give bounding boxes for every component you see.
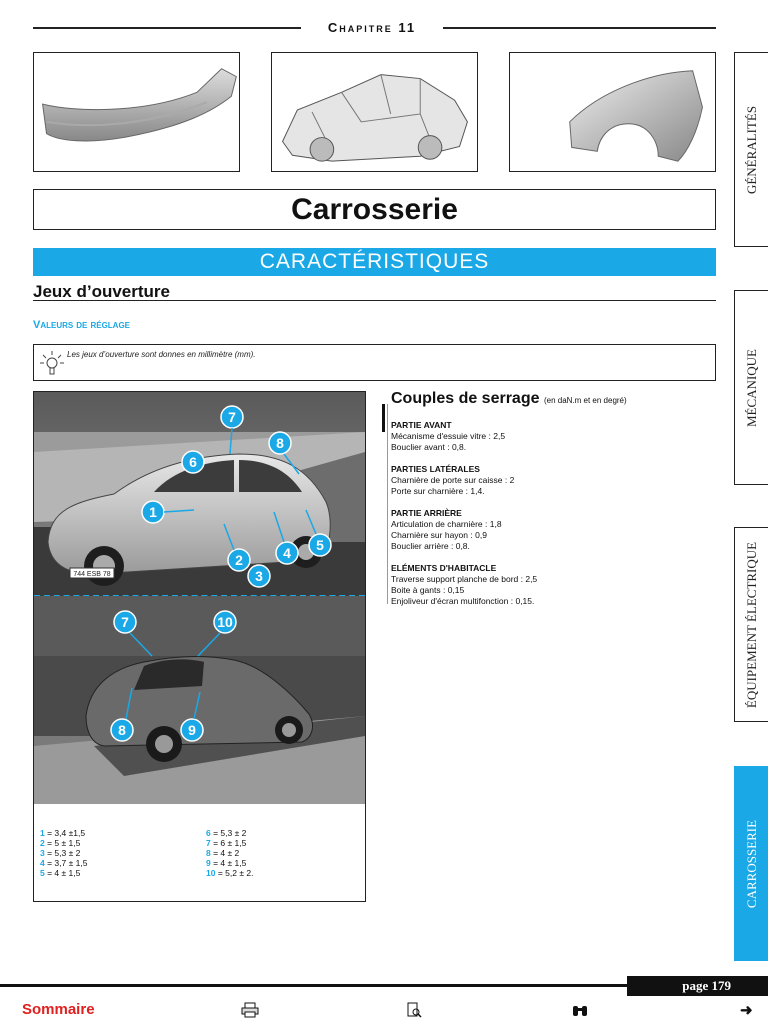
callout-3: 3 bbox=[255, 568, 263, 584]
legend-item: 2 = 5 ± 1,5 bbox=[40, 838, 81, 848]
legend-item: 8 = 4 ± 2 bbox=[206, 848, 240, 858]
callout-4: 4 bbox=[283, 545, 291, 561]
chapter-title: Chapitre 11 bbox=[327, 20, 417, 35]
front-wing-illustration bbox=[510, 53, 715, 171]
couples-accent-bar bbox=[382, 404, 385, 432]
legend-item: 5 = 4 ± 1,5 bbox=[40, 868, 81, 878]
legend-item: 10 = 5,2 ± 2. bbox=[206, 868, 254, 878]
callout-5: 5 bbox=[316, 537, 324, 553]
valeurs-subheading: Valeurs de réglage bbox=[33, 319, 131, 331]
callout-10: 10 bbox=[217, 614, 233, 630]
search-document-icon[interactable] bbox=[405, 1002, 423, 1018]
tab-generalites[interactable]: GÉNÉRALITÉS bbox=[734, 52, 768, 247]
note-text: Les jeux d’ouverture sont donnes en millimètre (mm). bbox=[67, 350, 256, 359]
legend-item: 4 = 3,7 ± 1,5 bbox=[40, 858, 88, 868]
page-number: page 179 bbox=[682, 978, 731, 993]
couples-title: Couples de serrage (en daN.m et en degré) bbox=[391, 390, 627, 407]
printer-icon[interactable] bbox=[241, 1002, 259, 1018]
page-title: Carrosserie bbox=[291, 193, 458, 226]
legend-item: 3 = 5,3 ± 2 bbox=[40, 848, 81, 858]
sommaire-link[interactable]: Sommaire bbox=[22, 1001, 95, 1018]
photo-front-car bbox=[34, 392, 365, 596]
couples-unit: (en daN.m et en degré) bbox=[543, 396, 627, 405]
plate-text: 744 ESB 78 bbox=[73, 571, 111, 578]
callout-7-bottom: 7 bbox=[121, 614, 129, 630]
tab-carrosserie[interactable]: CARROSSERIE bbox=[734, 766, 768, 961]
legend-item: 9 = 4 ± 1,5 bbox=[206, 858, 247, 868]
callout-7-top: 7 bbox=[228, 409, 236, 425]
tab-mecanique[interactable]: MÉCANIQUE bbox=[734, 290, 768, 485]
callout-6: 6 bbox=[189, 454, 197, 470]
jeux-heading-block bbox=[33, 283, 716, 301]
thumbnail-front-wing bbox=[509, 52, 716, 172]
legend-item: 7 = 6 ± 1,5 bbox=[206, 838, 247, 848]
next-arrow-icon[interactable]: ➜ bbox=[740, 1002, 753, 1019]
front-car-photo bbox=[34, 392, 365, 596]
section-band bbox=[33, 248, 716, 276]
thumbnail-rear-bumper bbox=[33, 52, 240, 172]
chapter-rule-right bbox=[443, 27, 716, 29]
legend-item: 1 = 3,4 ±1,5 bbox=[40, 828, 86, 838]
couples-section bbox=[382, 391, 716, 607]
thumbnail-body-shell bbox=[271, 52, 478, 172]
page-number-tag bbox=[627, 976, 768, 996]
binoculars-icon[interactable] bbox=[571, 1002, 589, 1018]
section-title: CARACTÉRISTIQUES bbox=[259, 250, 490, 273]
photo-panel bbox=[33, 391, 366, 902]
chapter-header bbox=[33, 20, 716, 36]
legend-col-right bbox=[206, 828, 253, 878]
legend-item: 6 = 5,3 ± 2 bbox=[206, 828, 247, 838]
couples-block-avant: PARTIE AVANT Mécanisme d'essuie vitre : 2,5 Bouclier avant : 0,8. bbox=[391, 420, 506, 452]
lightbulb-icon bbox=[38, 349, 66, 377]
legend-col-left bbox=[40, 828, 87, 878]
tab-equipement-electrique[interactable]: ÉQUIPEMENT ÉLECTRIQUE bbox=[734, 527, 768, 722]
callout-9: 9 bbox=[188, 722, 196, 738]
couples-block-habitacle: ELÉMENTS D'HABITACLE Traverse support planche de bord : 2,5 Boite à gants : 0,15 Enjoliveur d'écran multifonction : 0,15. bbox=[391, 563, 538, 606]
couples-block-arriere: PARTIE ARRIÈRE Articulation de charnière : 1,8 Charnière sur hayon : 0,9 Bouclier arrière : 0,8. bbox=[391, 508, 502, 551]
callout-1: 1 bbox=[149, 504, 157, 520]
jeux-heading: Jeux d’ouverture bbox=[33, 282, 170, 301]
chapter-rule-left bbox=[33, 27, 301, 29]
rear-bumper-illustration bbox=[34, 53, 239, 171]
page-title-box bbox=[33, 189, 716, 230]
callout-8-top: 8 bbox=[276, 435, 284, 451]
rear-car-photo bbox=[34, 596, 365, 804]
photo-rear-car bbox=[34, 596, 365, 804]
body-shell-illustration bbox=[272, 53, 477, 171]
couples-rule bbox=[387, 404, 388, 604]
callout-8-bottom: 8 bbox=[118, 722, 126, 738]
couples-block-laterales: PARTIES LATÉRALES Charnière de porte sur caisse : 2 Porte sur charnière : 1,4. bbox=[391, 464, 515, 496]
note-box bbox=[33, 344, 716, 381]
callout-2: 2 bbox=[235, 552, 243, 568]
